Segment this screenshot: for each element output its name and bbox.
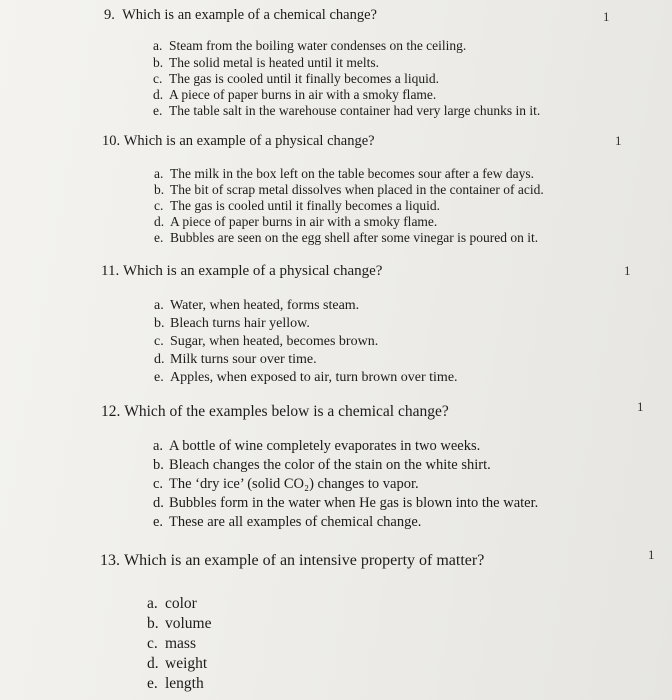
question-number: 9.: [104, 7, 115, 23]
option-9e: e. The table salt in the warehouse container had very large chunks in it.: [153, 103, 541, 118]
option-10c: c. The gas is cooled until it finally becomes a liquid.: [154, 198, 440, 213]
option-13d: d. weight: [147, 655, 208, 672]
question-11-stem: [101, 263, 382, 280]
option-10e: e. Bubbles are seen on the egg shell after some vinegar is poured on it.: [154, 230, 539, 245]
option-12c: c. The ‘dry ice’ (solid CO₂) changes to vapor.: [153, 476, 419, 492]
question-12-points: 1: [637, 399, 644, 414]
option-10d: d. A piece of paper burns in air with a smoky flame.: [154, 214, 438, 229]
question-9-stem: [104, 7, 377, 24]
option-12d: d. Bubbles form in the water when He gas is blown into the water.: [153, 495, 539, 511]
question-text: Which of the examples below is a chemical change?: [124, 403, 449, 420]
option-11c: c. Sugar, when heated, becomes brown.: [154, 334, 379, 349]
option-9a: a. Steam from the boiling water condenses on the ceiling.: [153, 38, 467, 53]
question-number: 11.: [101, 263, 120, 279]
option-11d: d. Milk turns sour over time.: [154, 352, 317, 367]
question-11-points: 1: [624, 263, 631, 278]
question-number: 12.: [101, 403, 121, 420]
option-9b: b. The solid metal is heated until it melts.: [153, 55, 379, 70]
question-text: Which is an example of a physical change?: [122, 263, 383, 279]
question-13-stem: [100, 552, 484, 570]
option-10a: a. The milk in the box left on the table becomes sour after a few days.: [154, 166, 535, 181]
option-11b: b. Bleach turns hair yellow.: [154, 316, 310, 331]
question-12-stem: [101, 403, 449, 421]
question-9-points: 1: [603, 9, 610, 24]
option-13c: c. mass: [147, 635, 196, 652]
option-12b: b. Bleach changes the color of the stain on the white shirt.: [153, 457, 491, 473]
question-10-points: 1: [615, 133, 622, 148]
question-number: 10.: [102, 133, 121, 149]
question-13-points: 1: [648, 547, 655, 562]
question-text: Which is an example of a physical change?: [123, 133, 375, 149]
question-number: 13.: [100, 552, 120, 569]
option-13a: a. color: [147, 595, 197, 612]
option-11e: e. Apples, when exposed to air, turn brown over time.: [154, 370, 458, 385]
question-text: Which is an example of an intensive property of matter?: [124, 552, 485, 569]
option-13b: b. volume: [147, 615, 212, 632]
option-11a: a. Water, when heated, forms steam.: [154, 298, 360, 313]
option-12a: a. A bottle of wine completely evaporates in two weeks.: [153, 438, 481, 454]
option-10b: b. The bit of scrap metal dissolves when placed in the container of acid.: [154, 182, 544, 197]
question-text: Which is an example of a chemical change?: [122, 7, 377, 23]
option-9d: d. A piece of paper burns in air with a smoky flame.: [153, 87, 437, 102]
option-13e: e. length: [147, 675, 204, 692]
question-10-stem: [102, 133, 375, 150]
option-9c: c. The gas is cooled until it finally becomes a liquid.: [153, 71, 439, 86]
option-12e: e. These are all examples of chemical change.: [153, 514, 422, 530]
